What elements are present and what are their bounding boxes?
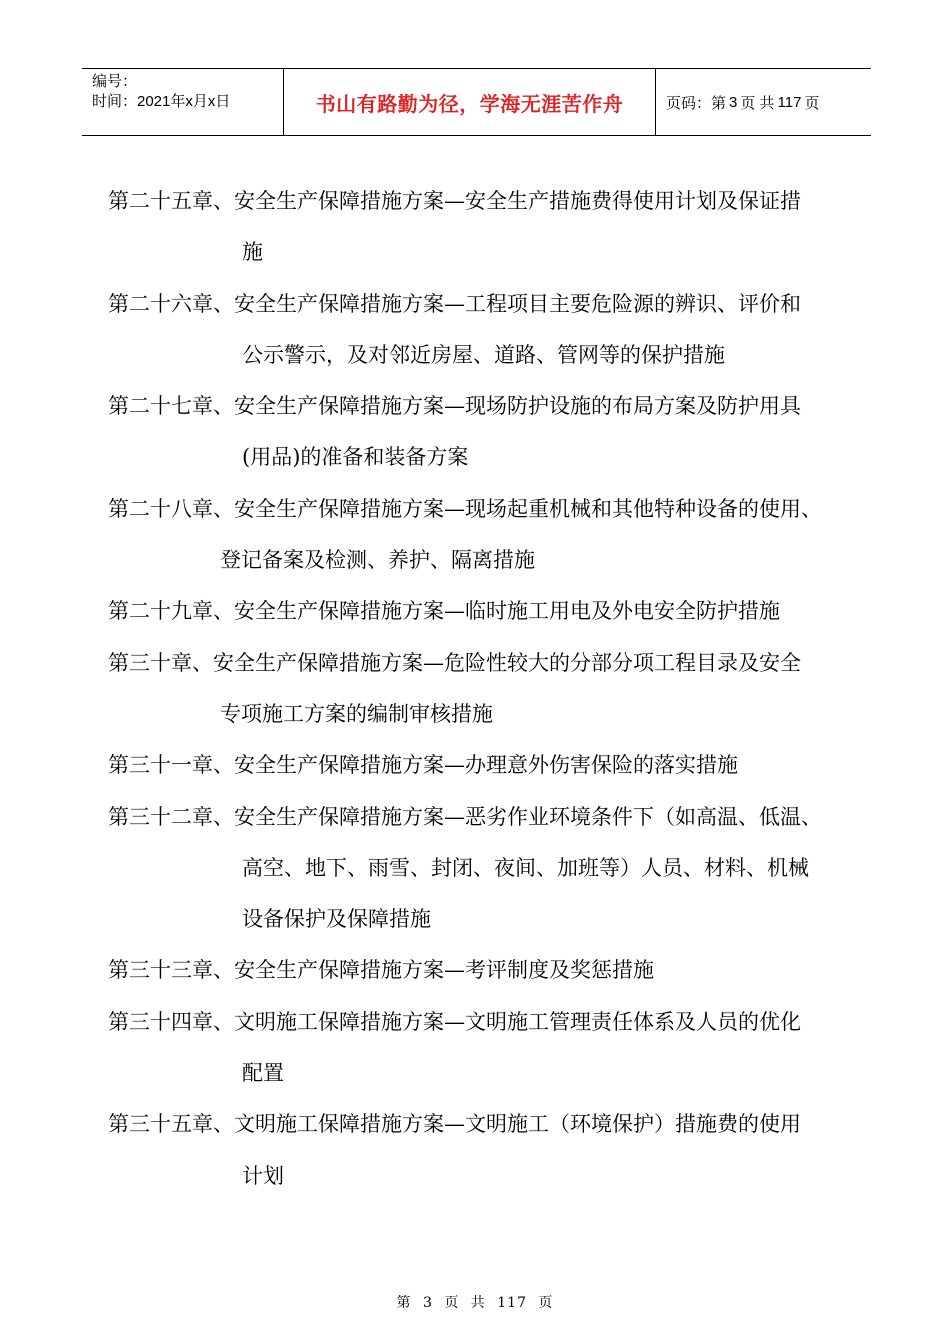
- page-header: [82, 68, 871, 136]
- toc-entry-continuation: (用品)的准备和装备方案: [242, 445, 469, 470]
- header-motto-cell: [284, 69, 656, 135]
- toc-entry-title: 第三十一章、安全生产保障措施方案—办理意外伤害保险的落实措施: [108, 753, 738, 778]
- toc-entry-title: 第三十四章、文明施工保障措施方案—文明施工管理责任体系及人员的优化: [108, 1009, 801, 1034]
- toc-entry-title: 第三十三章、安全生产保障措施方案—考评制度及奖惩措施: [108, 958, 654, 983]
- header-meta-cell: [82, 69, 284, 135]
- toc-entry-title: 第二十六章、安全生产保障措施方案—工程项目主要危险源的辨识、评价和: [108, 291, 801, 316]
- page-footer: 第 3 页 共 117 页: [396, 1295, 554, 1311]
- toc-entry: [108, 792, 868, 946]
- toc-entry: [108, 740, 868, 791]
- toc-entry-continuation: 登记备案及检测、养护、隔离措施: [220, 548, 535, 573]
- toc-entry-title: 第三十章、安全生产保障措施方案—危险性较大的分部分项工程目录及安全: [108, 650, 801, 675]
- toc-entry-title: 第二十七章、安全生产保障措施方案—现场防护设施的布局方案及防护用具: [108, 394, 801, 419]
- toc-entry-title: 第三十二章、安全生产保障措施方案—恶劣作业环境条件下（如高温、低温、: [108, 804, 822, 829]
- date-label: 时间：2021年x月x日: [92, 93, 231, 110]
- toc-entry: [108, 586, 868, 637]
- toc-entry-continuation: 计划: [242, 1163, 284, 1188]
- toc-entry-continuation: 配置: [242, 1061, 284, 1086]
- page-middle: 页 共: [740, 94, 775, 112]
- toc-entry: [108, 997, 868, 1100]
- toc-entry: [108, 484, 868, 587]
- toc-entry-title: 第三十五章、文明施工保障措施方案—文明施工（环境保护）措施费的使用: [108, 1112, 801, 1137]
- toc-entry-continuation: 专项施工方案的编制审核措施: [220, 701, 493, 726]
- table-of-contents: [108, 176, 868, 1202]
- motto-text: 书山有路勤为径，学海无涯苦作舟: [315, 91, 624, 116]
- toc-entry: [108, 176, 868, 279]
- toc-entry: [108, 1099, 868, 1202]
- toc-entry: [108, 945, 868, 996]
- toc-entry: [108, 381, 868, 484]
- toc-entry-continuation: 公示警示，及对邻近房屋、道路、管网等的保护措施: [242, 342, 725, 367]
- header-page-cell: [656, 69, 871, 135]
- toc-entry-continuation: 高空、地下、雨雪、封闭、夜间、加班等）人员、材料、机械: [242, 855, 809, 880]
- page-total: 117: [777, 93, 802, 111]
- page-prefix: 页码：第: [666, 94, 727, 112]
- toc-entry: [108, 638, 868, 741]
- toc-entry-continuation: 施: [242, 240, 263, 265]
- toc-entry-title: 第二十五章、安全生产保障措施方案—安全生产措施费得使用计划及保证措: [108, 189, 801, 213]
- toc-entry-title: 第二十八章、安全生产保障措施方案—现场起重机械和其他特种设备的使用、: [108, 496, 822, 521]
- serial-number-label: 编号：: [92, 73, 138, 90]
- toc-entry-continuation: 设备保护及保障措施: [242, 907, 431, 932]
- toc-entry: [108, 279, 868, 382]
- page-suffix: 页: [804, 94, 820, 112]
- page-current: 3: [729, 93, 738, 111]
- toc-entry-title: 第二十九章、安全生产保障措施方案—临时施工用电及外电安全防护措施: [108, 599, 780, 624]
